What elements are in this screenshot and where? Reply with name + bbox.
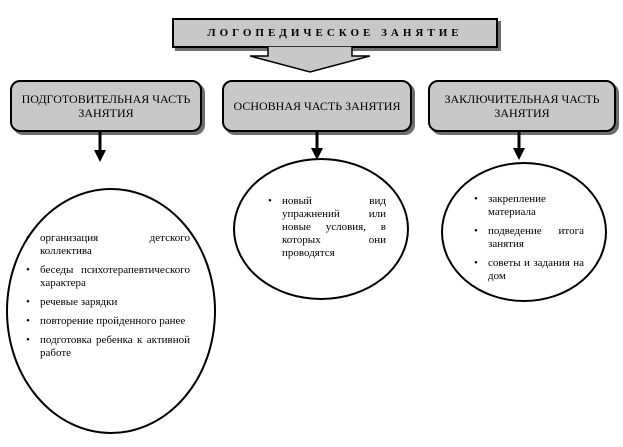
- list-item: • речевые зарядки: [20, 296, 190, 309]
- list-item: • беседы психотерапевтического характера: [20, 264, 190, 290]
- list-item: • повторение пройденного ранее: [20, 315, 190, 328]
- list-item: • организация детского коллектива: [20, 232, 190, 258]
- section-preparatory-label: ПОДГОТОВИТЕЛЬНАЯ ЧАСТЬ ЗАНЯТИЯ: [21, 92, 191, 120]
- arrow-final: [513, 132, 525, 160]
- list-item: • новый вид упражнений или новые условия, в которых они проводятся: [262, 195, 386, 260]
- list-item: • подведение итога занятия: [468, 225, 584, 251]
- list-item: • закрепление материала: [468, 193, 584, 219]
- final-list: [468, 193, 584, 289]
- section-main-label: ОСНОВНАЯ ЧАСТЬ ЗАНЯТИЯ: [233, 99, 401, 113]
- arrow-preparatory: [94, 132, 106, 162]
- diagram-title-text: ЛОГОПЕДИЧЕСКОЕ ЗАНЯТИЕ: [207, 27, 463, 39]
- arrow-main: [311, 132, 323, 160]
- preparatory-list: [20, 232, 190, 366]
- list-item: • подготовка ребенка к активной работе: [20, 334, 190, 360]
- section-final-label: ЗАКЛЮЧИТЕЛЬНАЯ ЧАСТЬ ЗАНЯТИЯ: [444, 92, 600, 120]
- main-list: [262, 195, 386, 266]
- list-item: • советы и задания на дом: [468, 257, 584, 283]
